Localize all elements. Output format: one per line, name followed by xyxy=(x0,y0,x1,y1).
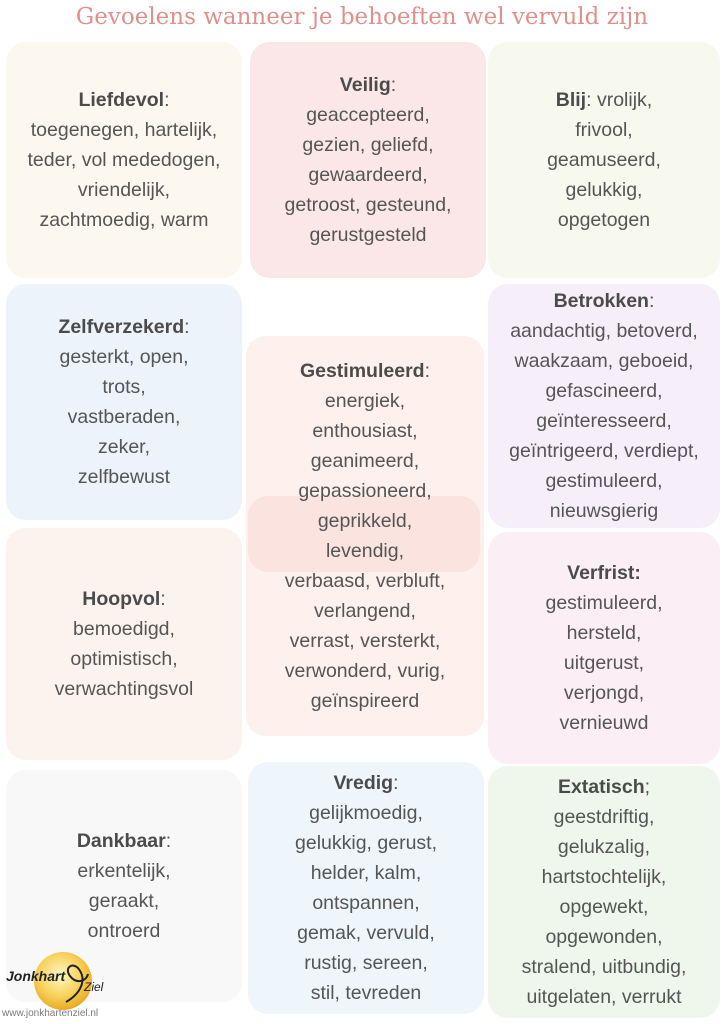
card-line: uitgelaten, verrukt xyxy=(526,986,682,1008)
card-heading: Blij xyxy=(555,89,587,111)
card-line: ontspannen, xyxy=(312,892,420,914)
card-line: optimistisch, xyxy=(70,648,178,670)
card-line: opgewonden, xyxy=(545,926,663,948)
card-line: geïntrigeerd, verdiept, xyxy=(509,440,699,462)
card-heading: Dankbaar xyxy=(76,830,166,852)
card-line: aandachtig, betoverd, xyxy=(510,320,698,342)
page-title: Gevoelens wanneer je behoeften wel vervuld zijn xyxy=(75,4,649,30)
card-line: gepassioneerd, xyxy=(298,480,432,502)
card-line: hartstochtelijk, xyxy=(541,866,667,888)
card-heading-sep: : xyxy=(160,588,166,610)
card-line: teder, vol mededogen, xyxy=(27,149,221,171)
card-line: verwachtingsvol xyxy=(54,678,194,700)
card-line: gelukkig, xyxy=(565,179,643,201)
card-line: erkentelijk, xyxy=(77,860,171,882)
card-betrokken xyxy=(488,284,720,528)
logo-wordmark: Jonkhart xyxy=(6,968,66,984)
card-zelfverzekerd xyxy=(6,284,242,520)
card-line: ontroerd xyxy=(87,920,161,942)
card-line: vastberaden, xyxy=(67,406,181,428)
card-line: gelijkmoedig, xyxy=(309,802,423,824)
card-heading-sep: : xyxy=(390,74,397,96)
card-line: gefascineerd, xyxy=(545,380,663,402)
card-line: gelukkig, gerust, xyxy=(295,832,437,854)
card-line: geanimeerd, xyxy=(310,450,420,472)
card-line: gestimuleerd, xyxy=(545,592,663,614)
logo-wordmark-ziel: Ziel xyxy=(84,980,104,994)
card-line: geamuseerd, xyxy=(547,149,661,171)
card-line: rustig, sereen, xyxy=(304,952,428,974)
card-line: gerustgesteld xyxy=(309,224,427,246)
card-line: getroost, gesteund, xyxy=(284,194,452,216)
card-heading-sep: : xyxy=(184,316,190,338)
card-line: zachtmoedig, warm xyxy=(39,209,209,231)
card-heading: Extatisch xyxy=(557,776,645,798)
card-heading: Verfrist: xyxy=(567,562,641,584)
card-line: geïnteresseerd, xyxy=(536,410,672,432)
card-line: zelfbewust xyxy=(77,466,171,488)
card-heading-sep: : xyxy=(164,89,170,111)
card-line: levendig, xyxy=(325,540,405,562)
website-link[interactable]: www.jonkhartenziel.nl xyxy=(2,1008,99,1019)
card-heading: Gestimuleerd xyxy=(299,360,425,382)
card-verfrist xyxy=(488,532,720,764)
card-line: geïnspireerd xyxy=(310,690,420,712)
card-heading: Veilig xyxy=(339,74,391,96)
card-gestimuleerd xyxy=(246,336,484,736)
card-line: trots, xyxy=(102,376,146,398)
card-line: waakzaam, geboeid, xyxy=(514,350,694,372)
card-line: geprikkeld, xyxy=(317,510,413,532)
card-hoopvol xyxy=(6,528,242,760)
card-heading-sep: : xyxy=(648,290,655,312)
card-line: gelukzalig, xyxy=(557,836,651,858)
card-line: stil, tevreden xyxy=(310,982,422,1004)
card-line: toegenegen, hartelijk, xyxy=(30,119,218,141)
card-line: stralend, uitbundig, xyxy=(521,956,687,978)
card-line: opgetogen xyxy=(557,209,651,231)
card-extatisch xyxy=(488,766,720,1018)
card-line: verlangend, xyxy=(314,600,416,622)
card-veilig xyxy=(250,42,486,278)
card-heading-sep: : xyxy=(424,360,431,382)
card-heading-sep: : xyxy=(165,830,172,852)
card-heading-sep: : xyxy=(393,772,399,794)
card-heading: Liefdevol xyxy=(78,89,165,111)
card-heading-sep: : vrolijk, xyxy=(586,89,653,111)
card-heading: Vredig xyxy=(333,772,394,794)
card-line: gemak, vervuld, xyxy=(297,922,435,944)
card-line: gestimuleerd, xyxy=(545,470,663,492)
card-line: verrast, versterkt, xyxy=(289,630,441,652)
card-line: vriendelijk, xyxy=(77,179,171,201)
card-heading: Hoopvol xyxy=(82,588,161,610)
card-line: nieuwsgierig xyxy=(549,500,659,522)
card-heading-sep: ; xyxy=(644,776,651,798)
card-line: frivool, xyxy=(575,119,633,141)
card-heading: Zelfverzekerd xyxy=(58,316,185,338)
card-liefdevol xyxy=(6,42,242,278)
card-line: gezien, geliefd, xyxy=(302,134,434,156)
card-line: uitgerust, xyxy=(563,652,645,674)
card-line: geraakt, xyxy=(88,890,160,912)
card-line: geaccepteerd, xyxy=(306,104,430,126)
card-heading: Betrokken xyxy=(553,290,649,312)
card-line: opgewekt, xyxy=(559,896,649,918)
card-line: bemoedigd, xyxy=(73,618,175,640)
card-line: zeker, xyxy=(97,436,151,458)
card-line: hersteld, xyxy=(566,622,642,644)
card-line: energiek, xyxy=(324,390,406,412)
card-line: verwonderd, vurig, xyxy=(284,660,446,682)
card-line: enthousiast, xyxy=(312,420,418,442)
card-line: geestdriftig, xyxy=(553,806,655,828)
card-line: verbaasd, verbluft, xyxy=(284,570,446,592)
card-line: helder, kalm, xyxy=(310,862,422,884)
card-vredig xyxy=(248,762,484,1014)
card-line: verjongd, xyxy=(563,682,645,704)
card-line: gesterkt, open, xyxy=(59,346,189,368)
card-line: gewaardeerd, xyxy=(308,164,428,186)
card-blij xyxy=(488,42,720,278)
card-line: vernieuwd xyxy=(559,712,649,734)
